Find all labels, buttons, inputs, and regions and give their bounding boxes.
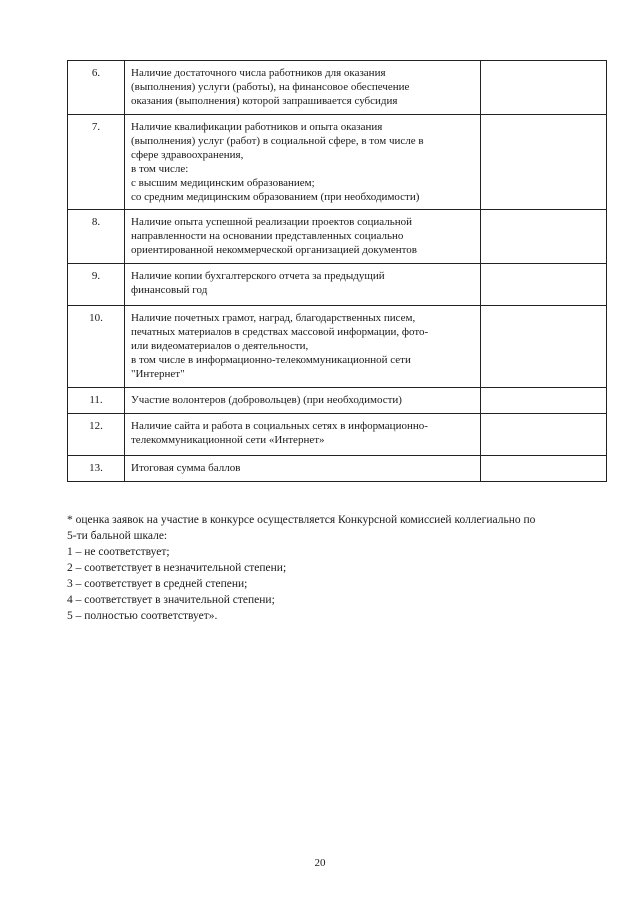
footnote-scale-line: 2 – соответствует в незначительной степени; (67, 562, 287, 574)
score-cell (481, 115, 607, 210)
criteria-text-line: печатных материалов в средствах массовой информации, фото- (131, 326, 429, 338)
criteria-text (125, 264, 481, 306)
criteria-row (68, 388, 607, 414)
footnote-intro-line: * оценка заявок на участие в конкурсе осуществляется Конкурсной комиссией коллегиально по (67, 514, 536, 526)
criteria-text-line: телекоммуникационной сети «Интернет» (131, 434, 325, 446)
criteria-text (125, 61, 481, 115)
criteria-text-line: Наличие сайта и работа в социальных сетях в информационно- (131, 420, 428, 432)
criteria-text (125, 115, 481, 210)
footnote-scale-line: 3 – соответствует в средней степени; (67, 578, 248, 590)
criteria-text-line: ориентированной некоммерческой организацией документов (131, 244, 417, 256)
criteria-text-line: (выполнения) услуги (работы), на финансовое обеспечение (131, 81, 410, 93)
criteria-text-line: Наличие опыта успешной реализации проектов социальной (131, 216, 412, 228)
score-cell (481, 264, 607, 306)
criteria-text-line: Наличие квалификации работников и опыта оказания (131, 121, 383, 133)
criteria-text-line: оказания (выполнения) которой запрашивается субсидия (131, 95, 398, 107)
criteria-text (125, 456, 481, 482)
criteria-number: 13. (68, 456, 125, 482)
footnote-scale-line: 5-ти бальной шкале: (67, 530, 168, 542)
criteria-text (125, 414, 481, 456)
criteria-table-body (68, 61, 607, 482)
criteria-number: 11. (68, 388, 125, 414)
criteria-table (67, 60, 607, 482)
criteria-text-line: (выполнения) услуг (работ) в социальной сфере, в том числе в (131, 135, 424, 147)
score-cell (481, 61, 607, 115)
score-cell (481, 210, 607, 264)
footnote-scale-line: 5 – полностью соответствует». (67, 610, 218, 622)
criteria-text-line: или видеоматериалов о деятельности, (131, 340, 309, 352)
criteria-text-line: со средним медицинским образованием (при необходимости) (131, 191, 420, 203)
score-cell (481, 388, 607, 414)
criteria-text-line: Наличие копии бухгалтерского отчета за предыдущий (131, 270, 385, 282)
criteria-text-line: Наличие почетных грамот, наград, благодарственных писем, (131, 312, 416, 324)
criteria-text-line: финансовый год (131, 284, 208, 296)
criteria-row (68, 414, 607, 456)
score-cell (481, 456, 607, 482)
criteria-text-line: направленности на основании представленных социально (131, 230, 404, 242)
criteria-text (125, 210, 481, 264)
criteria-number: 8. (68, 210, 125, 264)
criteria-row (68, 306, 607, 388)
criteria-text-line: "Интернет" (131, 368, 185, 380)
score-cell (481, 414, 607, 456)
criteria-text (125, 388, 481, 414)
footnote-scale-line: 4 – соответствует в значительной степени; (67, 594, 275, 606)
criteria-number: 9. (68, 264, 125, 306)
criteria-number: 12. (68, 414, 125, 456)
criteria-text-line: Наличие достаточного числа работников для оказания (131, 67, 386, 79)
criteria-row (68, 210, 607, 264)
criteria-text-line: в том числе: (131, 163, 189, 175)
criteria-number: 7. (68, 115, 125, 210)
criteria-text-line: в том числе в информационно-телекоммуникационной сети (131, 354, 411, 366)
footnote-scale-line: 1 – не соответствует; (67, 546, 170, 558)
criteria-row (68, 61, 607, 115)
criteria-row (68, 115, 607, 210)
criteria-text (125, 306, 481, 388)
criteria-number: 10. (68, 306, 125, 388)
scoring-footnote (67, 512, 612, 624)
score-cell (481, 306, 607, 388)
criteria-row (68, 264, 607, 306)
criteria-text-line: Итоговая сумма баллов (131, 462, 241, 474)
criteria-number: 6. (68, 61, 125, 115)
criteria-text-line: с высшим медицинским образованием; (131, 177, 315, 189)
criteria-row (68, 456, 607, 482)
criteria-text-line: сфере здравоохранения, (131, 149, 244, 161)
page-number: 20 (314, 857, 326, 869)
criteria-text-line: Участие волонтеров (добровольцев) (при необходимости) (131, 394, 402, 406)
